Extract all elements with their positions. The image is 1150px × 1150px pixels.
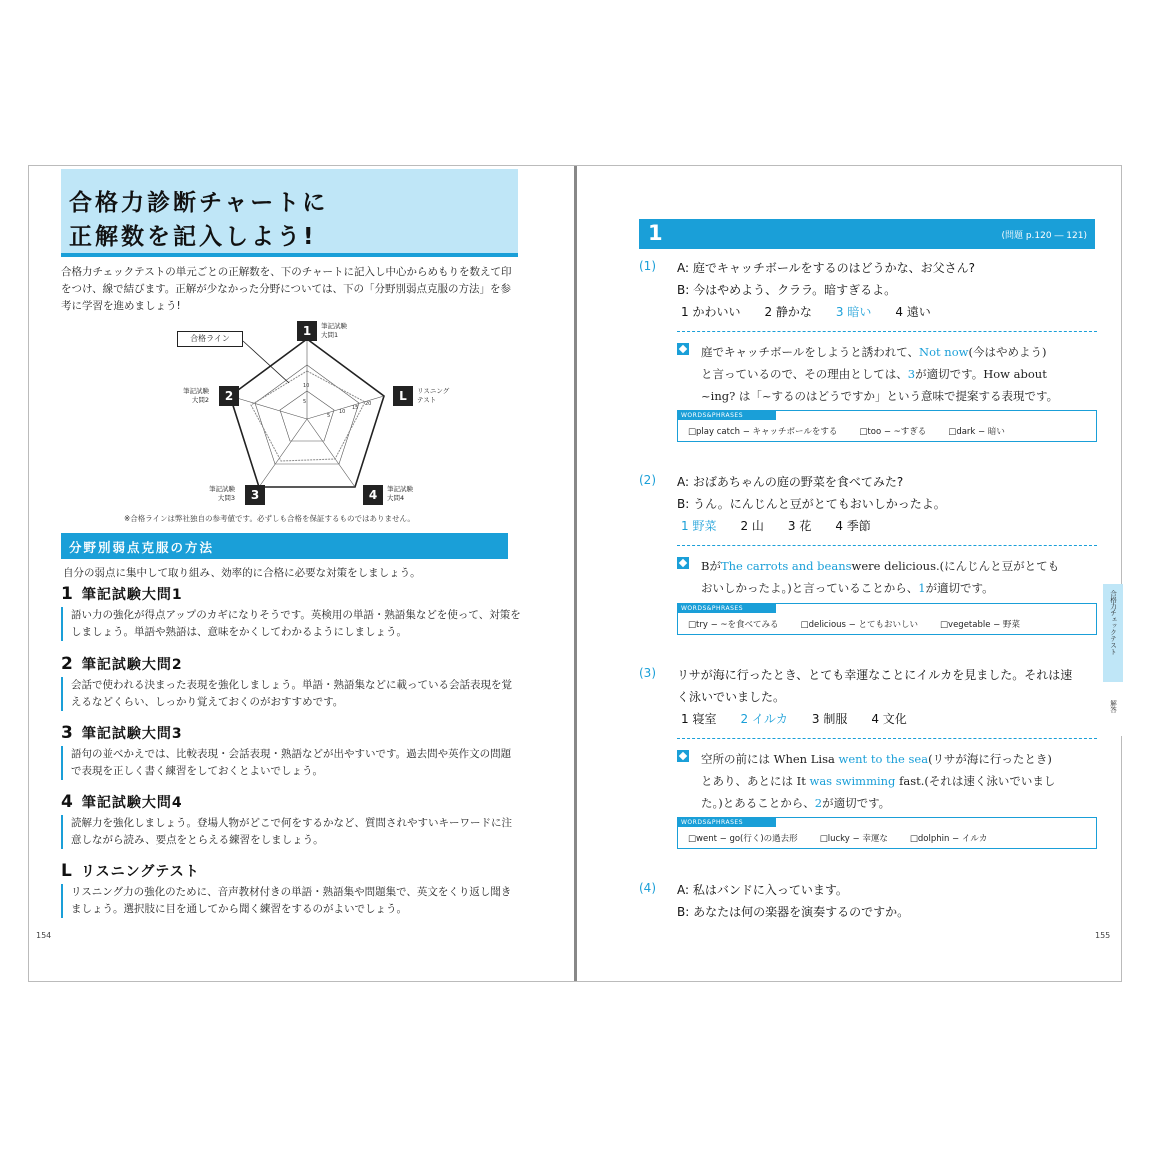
answer-section-number: 1	[648, 221, 663, 245]
intro-text: 合格力チェックテストの単元ごとの正解数を、下のチャートに記入し中心からめもりを数えて印をつけ、線で結びます。正解が少なかった分野については、下の「分野別弱点克服の方法」を参考に学習を進めましょう!	[61, 266, 512, 312]
question-number: (3)	[639, 666, 656, 680]
choice: 4 文化	[871, 712, 907, 726]
title-box	[61, 169, 518, 255]
choice: 1 かわいい	[681, 305, 741, 319]
question-4	[639, 881, 1099, 931]
choice-correct: 1 野菜	[681, 519, 717, 533]
weak-item-2	[61, 654, 521, 711]
section-lead: 自分の弱点に集中して取り組み、効率的に合格に必要な対策をしましょう。	[63, 567, 421, 579]
section-title: 分野別弱点克服の方法	[69, 540, 215, 555]
weak-item-body: 語い力の強化が得点アップのカギになりそうです。英検用の単語・熟語集などを使って、対策をしましょう。単語や熟語は、意味をかくしてわかるようにしましょう。	[61, 607, 521, 641]
pentagon-chart-svg	[139, 321, 459, 506]
weak-item-body: 読解力を強化しましょう。登場人物がどこで何をするかなど、質問されやすいキーワードに注意しながら読み、要点をとらえる練習をしましょう。	[61, 815, 521, 849]
weak-item-head: 3 筆記試験大問3	[61, 723, 183, 743]
book-spread	[28, 165, 1122, 982]
question-number: (1)	[639, 259, 656, 273]
explanation	[677, 341, 1097, 407]
axis-tag-L: L	[393, 386, 413, 406]
axis-name-3: 筆記試験 大問3	[209, 485, 235, 502]
choice-correct: 3 暗い	[835, 305, 872, 319]
question-number: (2)	[639, 473, 656, 487]
svg-text:10: 10	[339, 409, 346, 415]
svg-text:20: 20	[365, 401, 372, 407]
words-phrases-items: □went − go(行く)の過去形 □lucky − 幸運な □dolphin − イルカ	[688, 834, 988, 844]
pass-line-label: 合格ライン	[177, 331, 243, 347]
title-line-1: 合格力診断チャートに	[69, 190, 329, 216]
axis-tag-1: 1	[297, 321, 317, 341]
chart-note: ※合格ラインは弊社独自の参考値です。必ずしも合格を保証するものではありません。	[124, 514, 415, 523]
question-text-2: く泳いでいました。	[677, 690, 786, 704]
words-phrases-box	[677, 817, 1097, 849]
explanation-text: BがThe carrots and beanswere delicious.(にんじんと豆がとても おいしかったよ。)と言っていることから、1が適切です。	[701, 559, 1060, 595]
choice: 3 花	[787, 519, 812, 533]
words-phrases-items: □try − ~を食べてみる □delicious − とてもおいしい □vegetable − 野菜	[688, 620, 1020, 630]
pencil-icon	[677, 343, 689, 355]
words-phrases-head: WORDS&PHRASES	[678, 411, 776, 420]
dialogue-a: A: 庭でキャッチボールをするのはどうかな、お父さん?	[677, 261, 975, 275]
choice: 4 遠い	[895, 305, 931, 319]
question-text-1: リサが海に行ったとき、とても幸運なことにイルカを見ました。それは速	[677, 668, 1073, 682]
divider	[677, 545, 1097, 546]
svg-text:10: 10	[303, 383, 310, 389]
svg-text:5: 5	[327, 413, 331, 419]
dialogue-b: B: うん。にんじんと豆がとてもおいしかったよ。	[677, 497, 946, 511]
choice: 2 静かな	[764, 305, 812, 319]
divider	[677, 738, 1097, 739]
divider	[677, 331, 1097, 332]
dialogue-a: A: 私はバンドに入っています。	[677, 883, 848, 897]
axis-tag-4: 4	[363, 485, 383, 505]
question-3	[639, 666, 1099, 856]
section-bar	[61, 533, 508, 559]
axis-name-1: 筆記試験 大問1	[321, 322, 347, 339]
explanation	[677, 555, 1097, 599]
dialogue-b: B: 今はやめよう、クララ。暗すぎるよ。	[677, 283, 897, 297]
words-phrases-items: □play catch − キャッチボールをする □too − ~すぎる □dark − 暗い	[688, 427, 1005, 437]
weak-item-head: L リスニングテスト	[61, 861, 200, 881]
title-underline	[61, 253, 518, 257]
choice-correct: 2 イルカ	[740, 712, 788, 726]
svg-text:15: 15	[352, 405, 359, 411]
page-number-right: 155	[1095, 931, 1111, 940]
words-phrases-head: WORDS&PHRASES	[678, 604, 776, 613]
explanation	[677, 748, 1097, 814]
right-page	[577, 166, 1123, 981]
pencil-icon	[677, 557, 689, 569]
weak-item-4	[61, 792, 521, 849]
side-tab: 合格力チェックテスト	[1103, 584, 1123, 682]
words-phrases-box	[677, 410, 1097, 442]
pass-line-pointer	[243, 341, 289, 383]
choice: 4 季節	[835, 519, 871, 533]
weak-item-body: 語句の並べかえでは、比較表現・会話表現・熟語などが出やすいです。過去問や英作文の問題で表現を正しく書く練習をしておくとよいでしょう。	[61, 746, 521, 780]
explanation-text: 庭でキャッチボールをしようと誘われて、Not now(今はやめよう) と言っているので、その理由としては、3が適切です。How about ~ing? は「~するのはどうですか」という意味で提案する表現です。	[701, 345, 1059, 403]
pencil-icon	[677, 750, 689, 762]
axis-name-L: リスニング テスト	[417, 387, 450, 404]
choice: 1 寝室	[681, 712, 717, 726]
weak-item-head: 1 筆記試験大問1	[61, 584, 183, 604]
weak-item-L	[61, 861, 521, 918]
question-1	[639, 259, 1099, 449]
words-phrases-box	[677, 603, 1097, 635]
weak-item-3	[61, 723, 521, 780]
page-number-left: 154	[36, 931, 52, 940]
weak-item-head: 2 筆記試験大問2	[61, 654, 183, 674]
weak-item-1	[61, 584, 521, 641]
choice: 3 制服	[811, 712, 848, 726]
choice: 2 山	[740, 519, 764, 533]
words-phrases-head: WORDS&PHRASES	[678, 818, 776, 827]
question-2	[639, 473, 1099, 643]
title-line-2: 正解数を記入しよう!	[69, 224, 317, 250]
choices	[681, 517, 895, 534]
choices	[681, 303, 955, 320]
answer-section-bar	[639, 219, 1095, 249]
choices	[681, 710, 931, 727]
axis-name-2: 筆記試験 大問2	[183, 387, 209, 404]
axis-tag-2: 2	[219, 386, 239, 406]
weak-item-head: 4 筆記試験大問4	[61, 792, 183, 812]
weak-item-body: 会話で使われる決まった表現を強化しましょう。単語・熟語集などに載っている会話表現を覚えるなどくらい、しっかり覚えておくのがおすすめです。	[61, 677, 521, 711]
dialogue-a: A: おばあちゃんの庭の野菜を食べてみた?	[677, 475, 904, 489]
svg-text:5: 5	[303, 399, 307, 405]
axis-tag-3: 3	[245, 485, 265, 505]
answer-section-ref: (問題 p.120 ― 121)	[1001, 231, 1087, 241]
side-tab-answer: 解答	[1103, 682, 1123, 736]
diagnosis-chart	[139, 321, 459, 506]
weak-item-body: リスニング力の強化のために、音声教材付きの単語・熟語集や問題集で、英文をくり返し聞きましょう。選択肢に目を通してから聞く練習をするのがよいでしょう。	[61, 884, 521, 918]
dialogue-b: B: あなたは何の楽器を演奏するのですか。	[677, 905, 910, 919]
axis-name-4: 筆記試験 大問4	[387, 485, 413, 502]
question-number: (4)	[639, 881, 656, 895]
left-page	[29, 166, 575, 981]
explanation-text: 空所の前には When Lisa went to the sea(リサが海に行ったとき) とあり、あとには It was swimming fast.(それは速く泳いでいまし た。)とあることから、2が適切です。	[701, 752, 1056, 810]
